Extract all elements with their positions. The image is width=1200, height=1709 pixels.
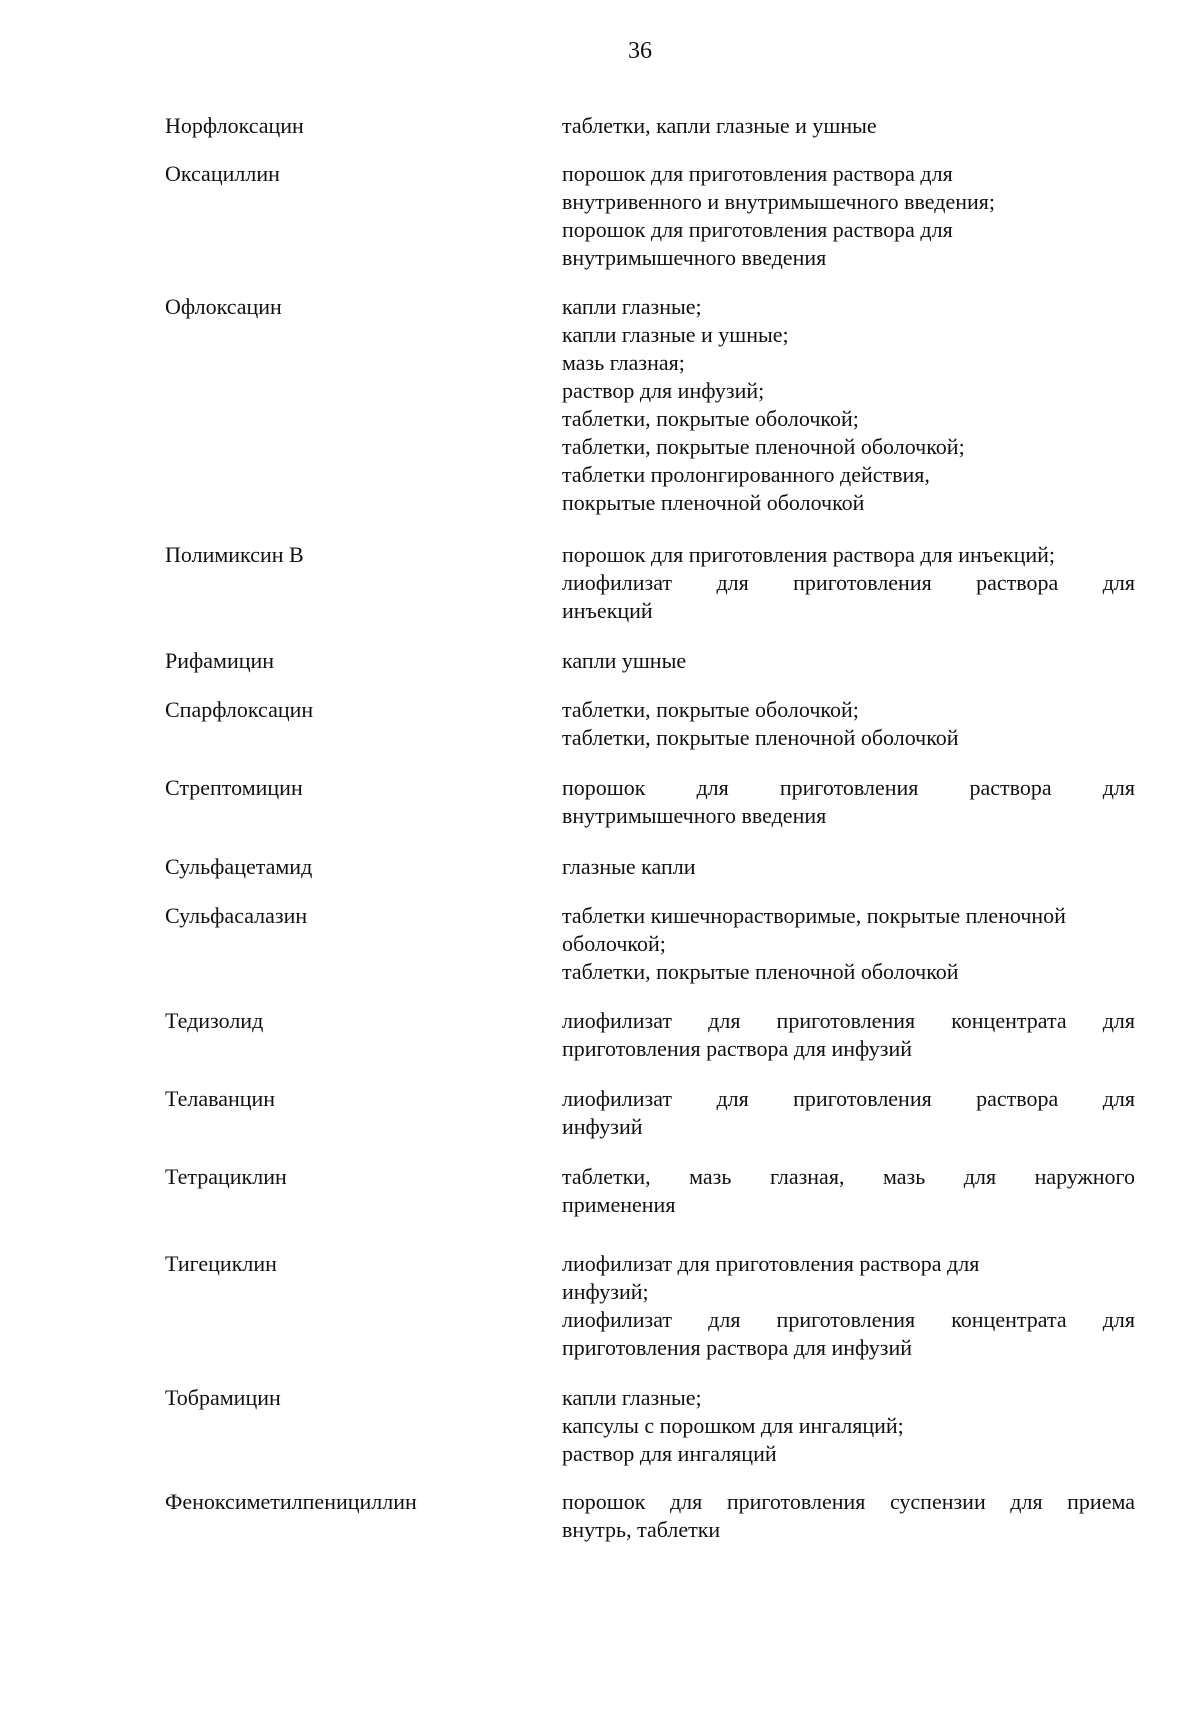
dosage-form-line: таблетки, покрытые оболочкой;	[562, 406, 859, 431]
dosage-form-line: капли ушные	[562, 648, 687, 673]
drug-name: Спарфлоксацин	[165, 697, 314, 722]
dosage-form-line: таблетки, покрытые оболочкой;	[562, 697, 859, 722]
dosage-form-line: внутримышечного введения	[562, 245, 827, 270]
dosage-forms	[562, 1163, 1135, 1219]
drug-name: Стрептомицин	[165, 775, 303, 800]
dosage-forms	[562, 1384, 1135, 1468]
dosage-forms	[562, 1085, 1135, 1141]
dosage-form-line: оболочкой;	[562, 931, 666, 956]
dosage-form-line: лиофилизат для приготовления раствора для	[562, 1251, 980, 1276]
dosage-form-line: инфузий	[562, 1114, 643, 1139]
dosage-form-line: порошок для приготовления раствора для инъекций;	[562, 542, 1056, 567]
drug-name: Сульфацетамид	[165, 854, 313, 879]
dosage-form-line: приготовления раствора для инфузий	[562, 1036, 912, 1061]
dosage-form-line: таблетки, покрытые пленочной оболочкой	[562, 725, 959, 750]
dosage-forms	[562, 696, 1135, 752]
dosage-forms	[562, 853, 1135, 881]
dosage-form-line: порошок для приготовления раствора для	[562, 775, 1135, 800]
drug-name: Полимиксин В	[165, 542, 304, 567]
dosage-form-line: мазь глазная;	[562, 350, 685, 375]
dosage-forms	[562, 293, 1135, 517]
dosage-form-line: лиофилизат для приготовления раствора для	[562, 570, 1135, 595]
drug-name: Тетрациклин	[165, 1164, 287, 1189]
dosage-form-line: порошок для приготовления раствора для	[562, 161, 953, 186]
dosage-form-line: капли глазные;	[562, 1385, 702, 1410]
dosage-form-line: капсулы с порошком для ингаляций;	[562, 1413, 904, 1438]
dosage-form-line: таблетки кишечнорастворимые, покрытые пленочной	[562, 903, 1066, 928]
dosage-form-line: лиофилизат для приготовления раствора для	[562, 1086, 1135, 1111]
dosage-forms	[562, 902, 1135, 986]
dosage-form-line: таблетки, капли глазные и ушные	[562, 113, 877, 138]
dosage-form-line: глазные капли	[562, 854, 696, 879]
dosage-forms	[562, 647, 1135, 675]
dosage-forms	[562, 774, 1135, 830]
drug-name: Феноксиметилпенициллин	[165, 1489, 417, 1514]
dosage-form-line: лиофилизат для приготовления концентрата для	[562, 1307, 1135, 1332]
dosage-form-line: таблетки, мазь глазная, мазь для наружного	[562, 1164, 1135, 1189]
drug-name: Норфлоксацин	[165, 113, 304, 138]
dosage-form-line: таблетки, покрытые пленочной оболочкой	[562, 959, 959, 984]
dosage-form-line: раствор для инфузий;	[562, 378, 765, 403]
dosage-form-line: порошок для приготовления суспензии для приема	[562, 1489, 1135, 1514]
dosage-form-line: инфузий;	[562, 1279, 649, 1304]
page-number: 36	[628, 38, 652, 64]
drug-name: Рифамицин	[165, 648, 275, 673]
dosage-forms	[562, 541, 1135, 625]
dosage-forms	[562, 1488, 1135, 1544]
drug-name: Телаванцин	[165, 1086, 276, 1111]
dosage-forms	[562, 112, 1135, 140]
dosage-forms	[562, 1250, 1135, 1362]
dosage-form-line: капли глазные;	[562, 294, 702, 319]
drug-name: Тигециклин	[165, 1251, 277, 1276]
drug-name: Офлоксацин	[165, 294, 282, 319]
dosage-forms	[562, 160, 1135, 272]
dosage-forms	[562, 1007, 1135, 1063]
dosage-form-line: покрытые пленочной оболочкой	[562, 490, 865, 515]
dosage-form-line: раствор для ингаляций	[562, 1441, 777, 1466]
dosage-form-line: лиофилизат для приготовления концентрата для	[562, 1008, 1135, 1033]
drug-name: Тобрамицин	[165, 1385, 281, 1410]
dosage-form-line: таблетки, покрытые пленочной оболочкой;	[562, 434, 965, 459]
drug-name: Тедизолид	[165, 1008, 264, 1033]
dosage-form-line: капли глазные и ушные;	[562, 322, 789, 347]
dosage-form-line: порошок для приготовления раствора для	[562, 217, 953, 242]
dosage-form-line: применения	[562, 1192, 676, 1217]
drug-name: Оксациллин	[165, 161, 280, 186]
dosage-form-line: приготовления раствора для инфузий	[562, 1335, 912, 1360]
dosage-form-line: таблетки пролонгированного действия,	[562, 462, 930, 487]
dosage-form-line: внутривенного и внутримышечного введения;	[562, 189, 995, 214]
dosage-form-line: инъекций	[562, 598, 653, 623]
drug-name: Сульфасалазин	[165, 903, 308, 928]
dosage-form-line: внутримышечного введения	[562, 803, 827, 828]
dosage-form-line: внутрь, таблетки	[562, 1517, 721, 1542]
